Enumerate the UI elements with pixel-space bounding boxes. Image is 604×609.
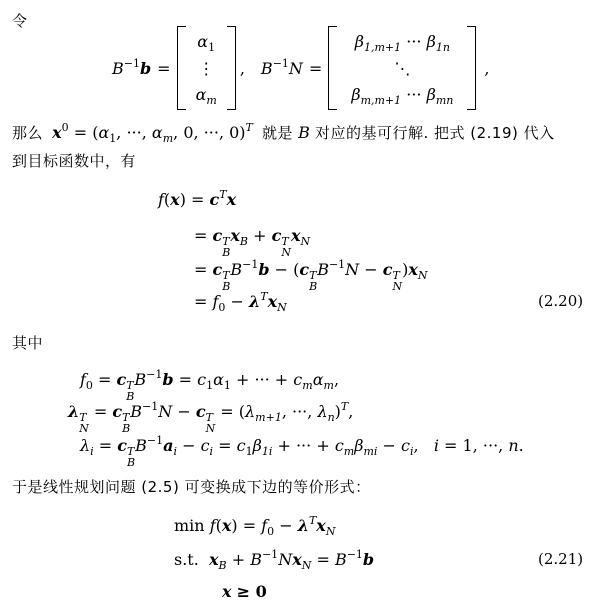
def-f0: $f_0 = c$ T B $B^{-1}b = c_1\alpha_1$ + ··· + $c_m\alpha_m$, xyxy=(80,368,340,403)
matrix-equation: $B^{-1}b$ = $\alpha_1$ ⋮ $\alpha_m$ , $B^{-1}N$ = $\beta_{1,m+1}$ ··· $\beta_{1n}$ ⋱ $\beta_{m,m+1}$ ··· $\beta_{mn}$ , xyxy=(112,24,489,112)
alpha-1: $\alpha_1$ xyxy=(197,32,216,54)
def-lambda-i: $\lambda_i = c$ T B $B^{-1}a_i - c_i = c_1\beta_{1i}$ + ··· + $c_m\beta_{mi} - c_i$, i = 1, ···, n. xyxy=(80,434,524,469)
vdots: ⋮ xyxy=(198,58,215,78)
paragraph-basic-solution: 那么 $x^0 = (\alpha_1$, ···, $\alpha_m$, 0, ···, 0)$^T$ 就是 B 对应的基可行解. 把式 (2.19) 代入 xyxy=(12,121,555,145)
beta-row-m: $\beta_{m,m+1}$ ··· $\beta_{mn}$ xyxy=(351,85,454,107)
eq220-line2: = c T B $x_B + c$ T N $x_N$ xyxy=(194,226,311,259)
paragraph-line2: 到目标函数中，有 xyxy=(12,152,137,170)
eq220-line4: = $f_0 - \lambda^Tx_N$ xyxy=(194,290,287,314)
matrix-B-inv-N: $B^{-1}N$ xyxy=(260,56,303,78)
matrix-B-inv-b: $B^{-1}b$ xyxy=(112,56,152,78)
equation-number-2-21: (2.21) xyxy=(538,550,584,568)
paragraph-equivalent-form: 于是线性规划问题 (2.5) 可变换成下边的等价形式： xyxy=(12,478,371,496)
eq220-line1: $f(x) = c^Tx$ xyxy=(158,188,237,209)
eq221-nonneg: x ≥ 0 xyxy=(222,582,267,601)
beta-matrix xyxy=(328,26,476,110)
eq221-constraint: s.t. $x_B + B^{-1}Nx_N = B^{-1}b$ xyxy=(174,548,375,572)
qizhong-label: 其中 xyxy=(12,334,44,352)
eq220-line3: = c T B $B^{-1}b - (c$ T B $B^{-1}N - c$ T N )$x_N$ xyxy=(194,258,428,293)
intro-word: 令 xyxy=(12,12,28,30)
ddots: ⋱ xyxy=(394,58,411,78)
def-lambda-N: λ T N = c T B $B^{-1}N - c$ T N = ($\lambda_{m+1}$, ···, $\lambda_n)^T$, xyxy=(68,400,354,435)
equation-number-2-20: (2.20) xyxy=(538,292,584,310)
beta-row-1: $\beta_{1,m+1}$ ··· $\beta_{1n}$ xyxy=(354,32,450,54)
alpha-m: $\alpha_m$ xyxy=(195,85,217,107)
alpha-column-vector xyxy=(177,26,236,110)
eq221-objective: $\min f(x) = f_0 - \lambda^Tx_N$ xyxy=(174,514,336,538)
